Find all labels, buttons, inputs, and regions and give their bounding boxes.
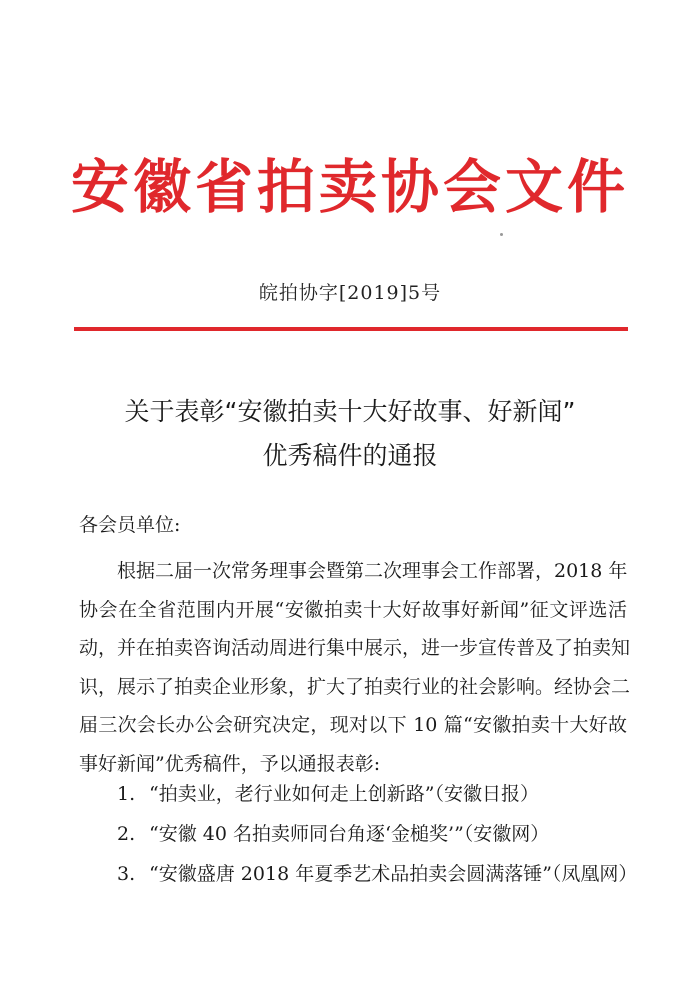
salutation: 各会员单位: (79, 514, 181, 536)
list-item-number: 2. (117, 823, 136, 845)
list-item-text: “拍卖业，老行业如何走上创新路”（安徽日报） (149, 783, 539, 805)
document-number: 皖拍协字[2019]5号 (258, 282, 442, 304)
paragraph-line: 动，并在拍卖咨询活动周进行集中展示，进一步宣传普及了拍卖知 (79, 637, 631, 659)
paragraph-line: 届三次会长办公会研究决定，现对以下 10 篇“安徽拍卖十大好故 (79, 714, 627, 736)
document-header-title: 安徽省拍卖协会文件 (70, 153, 629, 221)
body-paragraph (79, 552, 631, 783)
list-item-number: 1. (117, 783, 136, 805)
list-item (117, 814, 637, 854)
paragraph-line: 识，展示了拍卖企业形象，扩大了拍卖行业的社会影响。经协会二 (79, 675, 631, 698)
list-item-number: 3. (117, 863, 136, 885)
award-list (117, 774, 637, 894)
list-item (117, 854, 637, 894)
paragraph-line: 协会在全省范围内开展“安徽拍卖十大好故事好新闻”征文评选活 (79, 598, 627, 621)
notice-title (0, 390, 700, 478)
list-item (117, 774, 637, 814)
paragraph-line: 事好新闻”优秀稿件，予以通报表彰: (79, 752, 381, 775)
list-item-text: “安徽盛唐 2018 年夏季艺术品拍卖会圆满落锤”（凤凰网） (149, 863, 638, 885)
scan-speck (500, 233, 503, 236)
notice-title-line-2: 优秀稿件的通报 (262, 441, 438, 470)
red-divider-line (74, 327, 628, 331)
notice-title-line-1: 关于表彰“安徽拍卖十大好故事、好新闻” (124, 397, 576, 426)
paragraph-line: 根据二届一次常务理事会暨第二次理事会工作部署，2018 年 (117, 560, 628, 582)
list-item-text: “安徽 40 名拍卖师同台角逐‘金槌奖’”（安徽网） (149, 823, 550, 845)
